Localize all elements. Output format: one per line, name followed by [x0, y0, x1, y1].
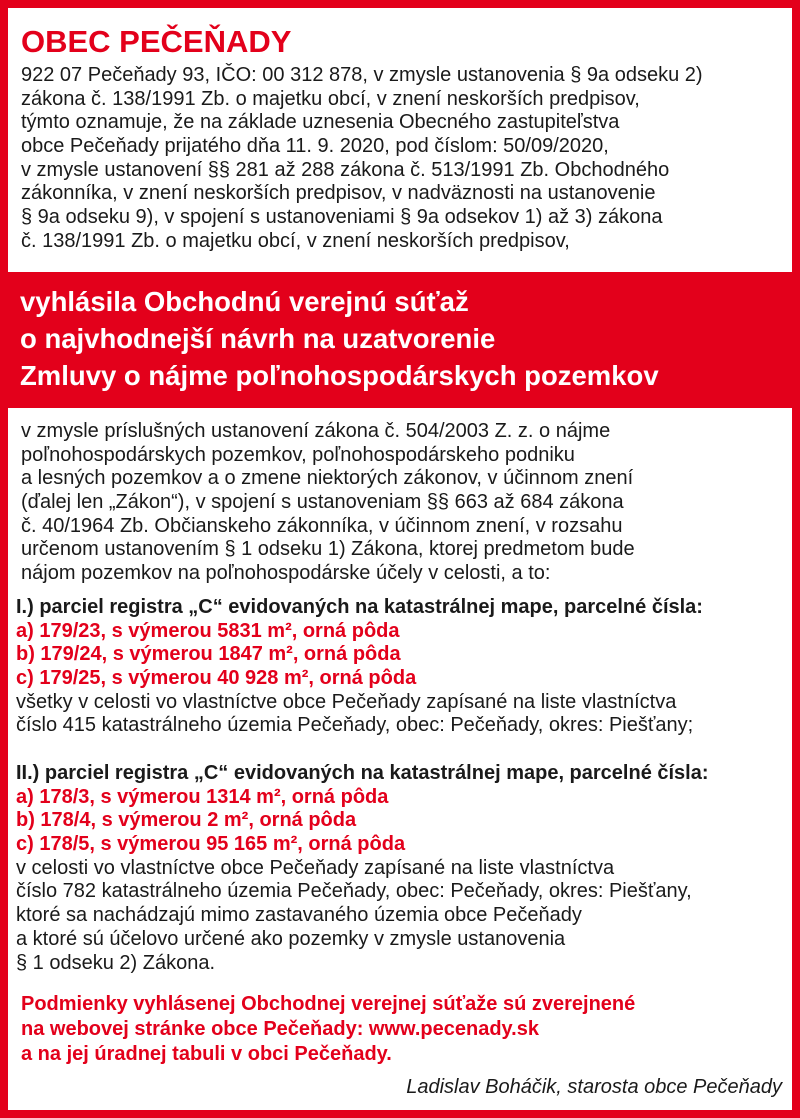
- parcel-item: c) 178/5, s výmerou 95 165 m², orná pôda: [16, 833, 406, 856]
- intro-line: § 9a odseku 9), v spojení s ustanoveniami § 9a odsekov 1) až 3) zákona: [21, 206, 663, 229]
- banner-line: o najvhodnejší návrh na uzatvorenie: [20, 323, 496, 354]
- parcel-item: a) 178/3, s výmerou 1314 m², orná pôda: [16, 785, 389, 808]
- intro-line: 922 07 Pečeňady 93, IČO: 00 312 878, v zmysle ustanovenia § 9a odseku 2): [21, 64, 703, 86]
- intro-line: obce Pečeňady prijatého dňa 11. 9. 2020, pod číslom: 50/09/2020,: [21, 135, 609, 158]
- body-line: nájom pozemkov na poľnohospodárske účely v celosti, a to:: [21, 562, 551, 585]
- body-line: a lesných pozemkov a o zmene niektorých zákonov, v účinnom znení: [21, 467, 634, 490]
- body-line: určenom ustanovením § 1 odseku 1) Zákona, ktorej predmetom bude: [21, 538, 635, 561]
- parcel-item: a) 179/23, s výmerou 5831 m², orná pôda: [16, 619, 400, 642]
- intro-line: č. 138/1991 Zb. o majetku obcí, v znení neskorších predpisov,: [21, 229, 570, 252]
- intro-line: zákona č. 138/1991 Zb. o majetku obcí, v znení neskorších predpisov,: [21, 87, 640, 110]
- parcel-item: b) 179/24, s výmerou 1847 m², orná pôda: [16, 643, 401, 666]
- intro-line: v zmysle ustanovení §§ 281 až 288 zákona č. 513/1991 Zb. Obchodného: [21, 158, 670, 181]
- intro-line: týmto oznamuje, že na základe uznesenia Obecného zastupiteľstva: [21, 111, 620, 134]
- announcement-banner: [8, 272, 792, 408]
- section-heading: I.) parciel registra „C“ evidovaných na katastrálnej mape, parcelné čísla:: [16, 596, 703, 618]
- body-line: č. 40/1964 Zb. Občianskeho zákonníka, v účinnom znení, v rozsahu: [21, 514, 623, 537]
- ownership-note: ktoré sa nachádzajú mimo zastavaného územia obce Pečeňady: [16, 904, 582, 927]
- body-line: poľnohospodárskych pozemkov, poľnohospodárskeho podniku: [21, 443, 575, 466]
- body-line: v zmysle príslušných ustanovení zákona č. 504/2003 Z. z. o nájme: [21, 420, 611, 442]
- ownership-note: a ktoré sú účelovo určené ako pozemky v zmysle ustanovenia: [16, 927, 566, 950]
- legal-basis-paragraph: [21, 420, 635, 586]
- section-heading: II.) parciel registra „C“ evidovaných na katastrálnej mape, parcelné čísla:: [16, 762, 709, 784]
- conditions-paragraph: [21, 992, 635, 1067]
- ownership-note: číslo 415 katastrálneho územia Pečeňady, obec: Pečeňady, okres: Piešťany;: [16, 714, 694, 737]
- ownership-note: číslo 782 katastrálneho územia Pečeňady, obec: Pečeňady, okres: Piešťany,: [16, 880, 692, 903]
- header-panel: [8, 8, 792, 272]
- parcel-item: b) 178/4, s výmerou 2 m², orná pôda: [16, 809, 357, 832]
- intro-paragraph: [21, 64, 703, 254]
- body-line: (ďalej len „Zákon“), v spojení s ustanoveniam §§ 663 až 684 zákona: [21, 491, 624, 514]
- conditions-line: a na jej úradnej tabuli v obci Pečeňady.: [21, 1043, 392, 1065]
- body-panel: [8, 408, 792, 1110]
- intro-line: zákonníka, v znení neskorších predpisov, v nadväznosti na ustanovenie: [21, 182, 656, 205]
- banner-line: Zmluvy o nájme poľnohospodárskych pozemkov: [20, 360, 659, 391]
- banner-line: vyhlásila Obchodnú verejnú súťaž: [20, 286, 469, 317]
- parcel-section-2: [16, 762, 709, 975]
- ownership-note: v celosti vo vlastníctve obce Pečeňady zapísané na liste vlastníctva: [16, 856, 615, 879]
- parcel-section-1: [16, 596, 703, 738]
- signature: Ladislav Boháčik, starosta obce Pečeňady: [406, 1076, 782, 1098]
- conditions-line: na webovej stránke obce Pečeňady: www.pecenady.sk: [21, 1018, 539, 1040]
- page-title: OBEC PEČEŇADY: [21, 24, 292, 59]
- conditions-line: Podmienky vyhlásenej Obchodnej verejnej súťaže sú zverejnené: [21, 993, 636, 1015]
- parcel-item: c) 179/25, s výmerou 40 928 m², orná pôda: [16, 667, 417, 690]
- ownership-note: všetky v celosti vo vlastníctve obce Pečeňady zapísané na liste vlastníctva: [16, 690, 677, 713]
- ownership-note: § 1 odseku 2) Zákona.: [16, 951, 216, 974]
